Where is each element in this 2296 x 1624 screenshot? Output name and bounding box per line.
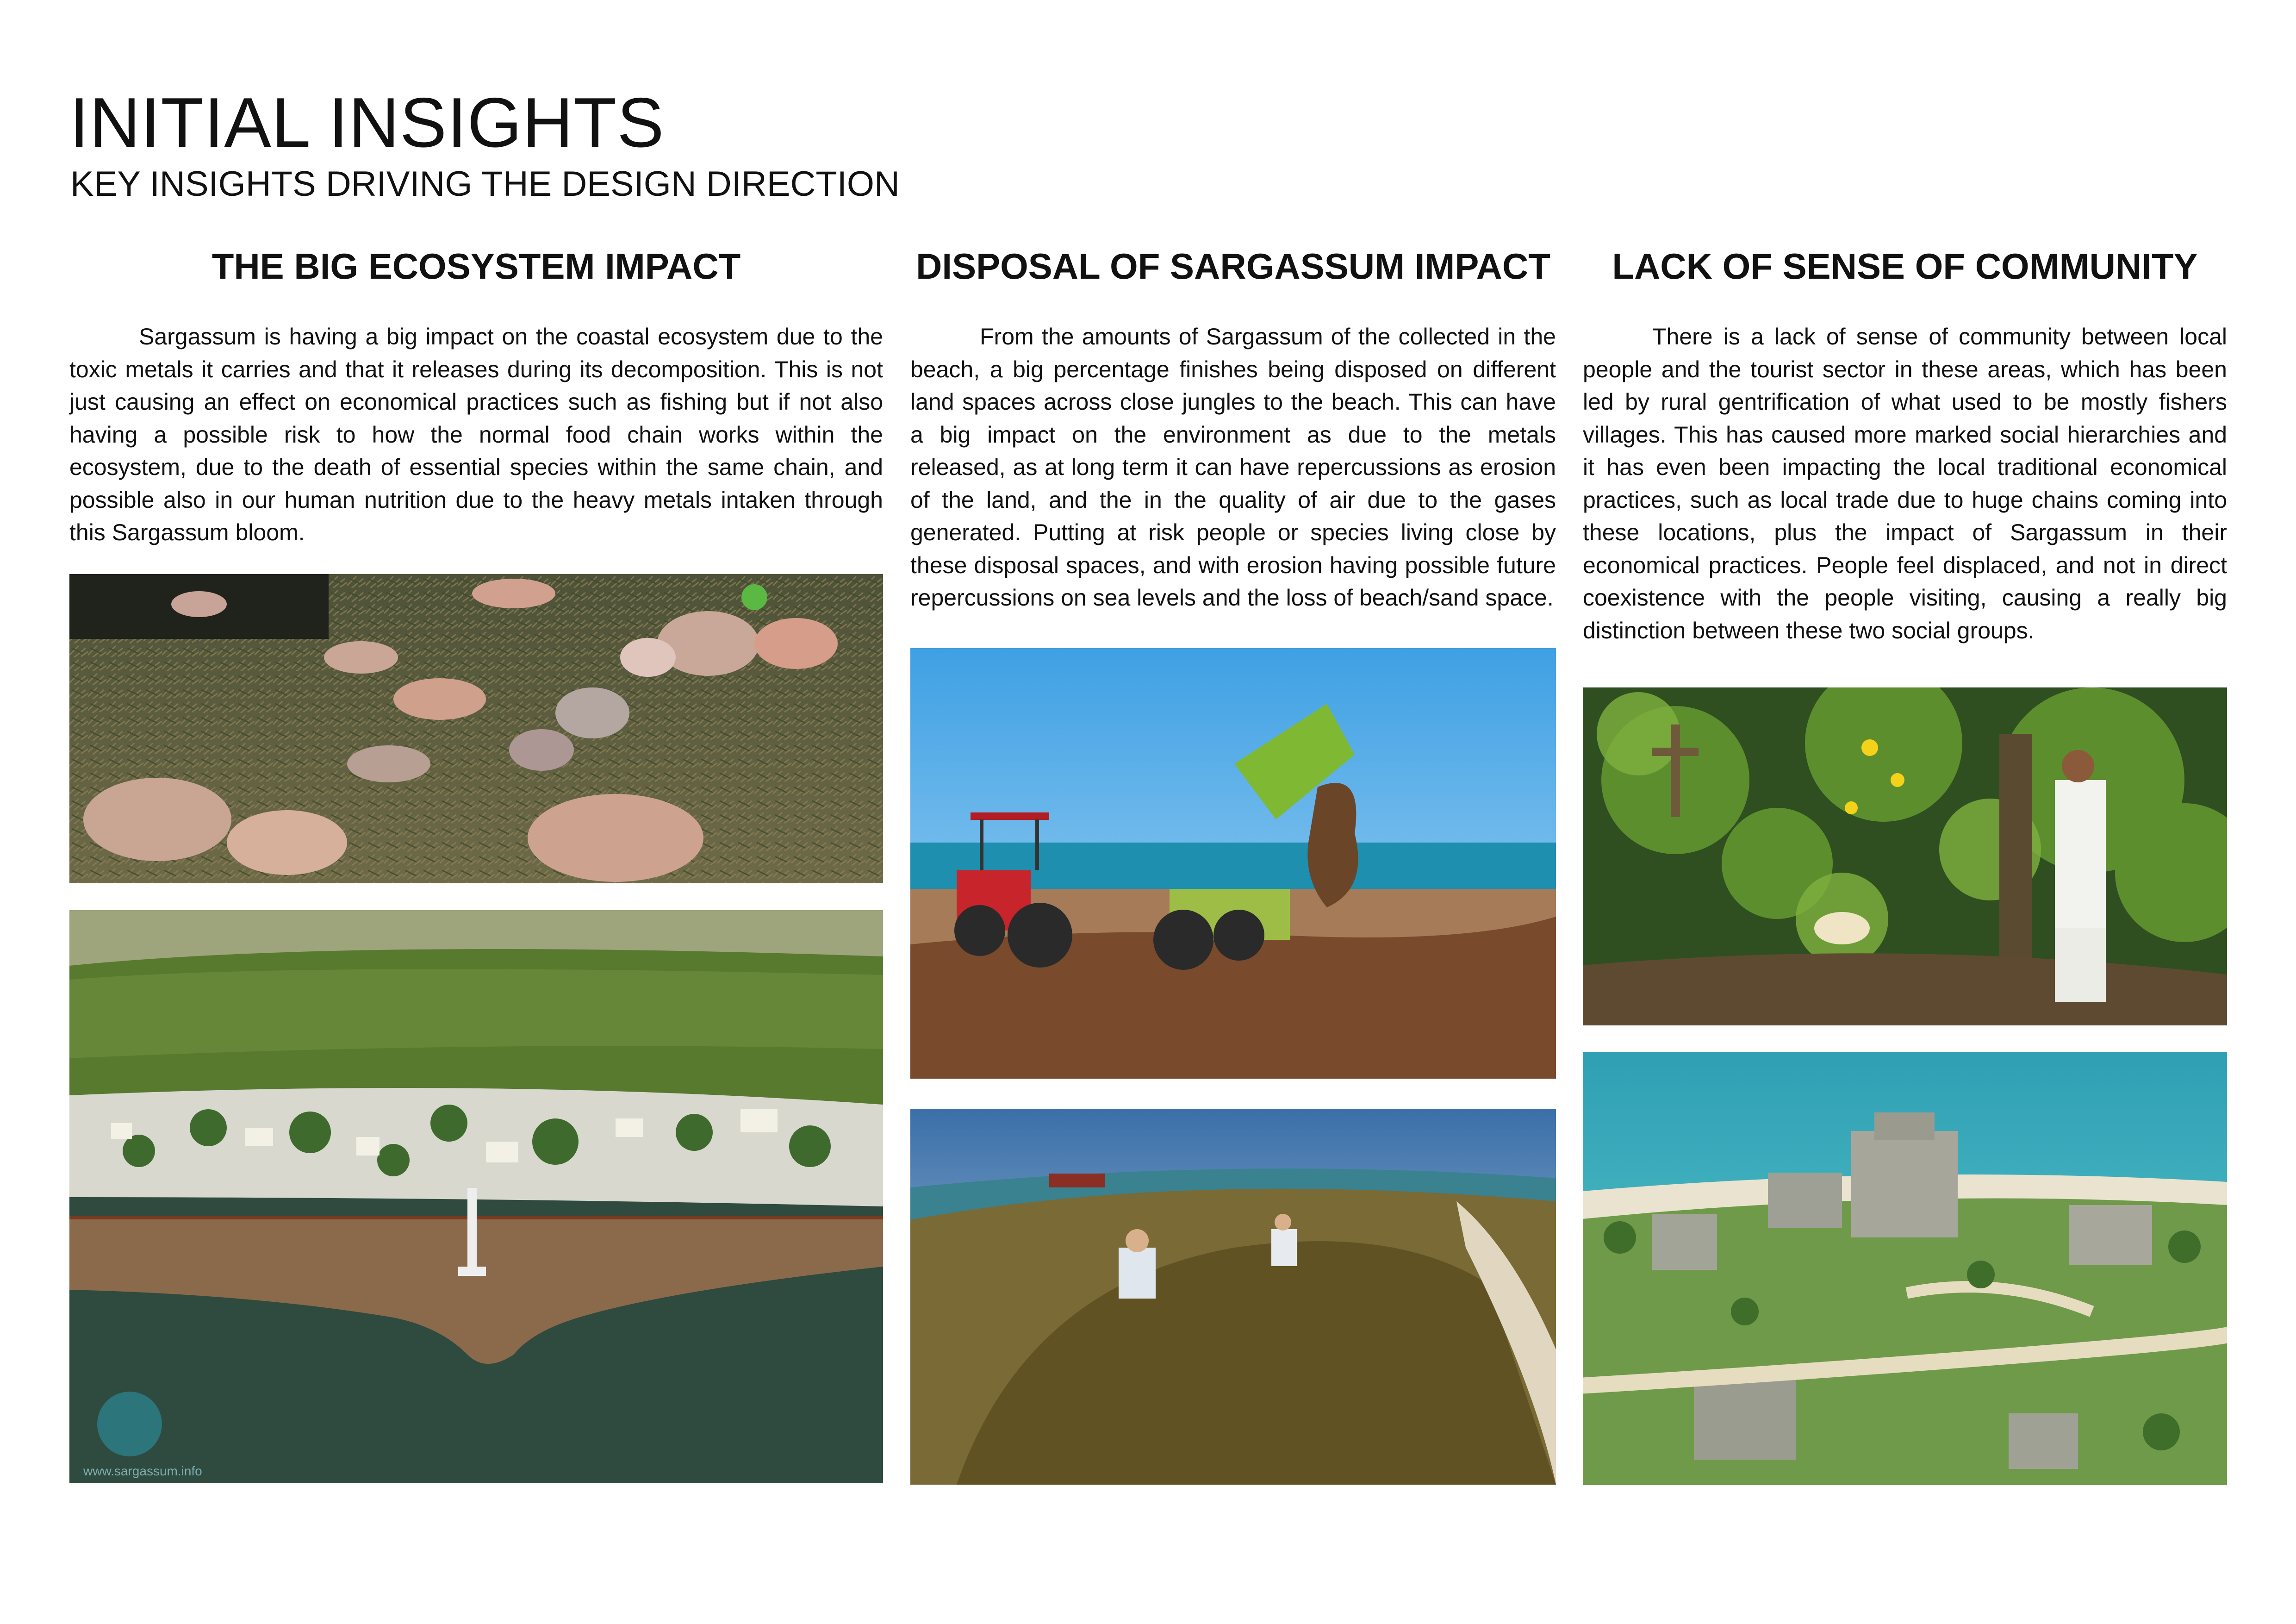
- photo-aerial-sargassum-coast: [69, 910, 883, 1483]
- page-subtitle: KEY INSIGHTS DRIVING THE DESIGN DIRECTION: [70, 164, 900, 204]
- photo-workers-shoveling-sargassum: [910, 1109, 1556, 1485]
- photo-ritual-in-jungle: [1583, 687, 2227, 1025]
- photo-tractor-loading-sargassum: [910, 648, 1556, 1079]
- column-body-community: There is a lack of sense of community between local people and the tourist sector in these areas, which has been led by rural gentrification of what used to be mostly fishers villages. This has caused more marked social hierarchies and it has even been impacting the local traditional economical practices, such as local trade due to huge chains coming into these locations, plus the impact of Sargassum in their economical practices. People feel displaced, and not in direct coexistence with the people visiting, causing a really big distinction between these two social groups.: [1583, 324, 2227, 643]
- photo-dead-fish-on-sargassum: [69, 574, 883, 883]
- column-body-disposal: From the amounts of Sargassum of the collected in the beach, a big percentage finishes being disposed on different land spaces across close jungles to the beach. This can have a big impact on the environment as due to the metals released, as at long term it can have repercussions as erosion of the land, and the in the quality of air due to the gases generated. Putting at risk people or species living close by these disposal spaces, and with erosion having possible future repercussions on sea levels and the loss of beach/sand space.: [910, 324, 1556, 611]
- photo-aerial-tulum-ruins: [1583, 1052, 2227, 1485]
- watermark-text: www.sargassum.info: [83, 1464, 202, 1478]
- column-heading-community: LACK OF SENSE OF COMMUNITY: [1612, 246, 2198, 287]
- column-heading-ecosystem: THE BIG ECOSYSTEM IMPACT: [212, 246, 741, 287]
- column-body-ecosystem: Sargassum is having a big impact on the coastal ecosystem due to the toxic metals it carries and that it releases during its decomposition. This is not just causing an effect on economical practices such as fishing but if not also having a possible risk to how the normal food chain works within the ecosystem, due to the death of essential species within the same chain, and possible also in our human nutrition due to the heavy metals intaken through this Sargassum bloom.: [69, 324, 883, 545]
- page-title: INITIAL INSIGHTS: [69, 83, 665, 162]
- column-heading-disposal: DISPOSAL OF SARGASSUM IMPACT: [916, 246, 1550, 287]
